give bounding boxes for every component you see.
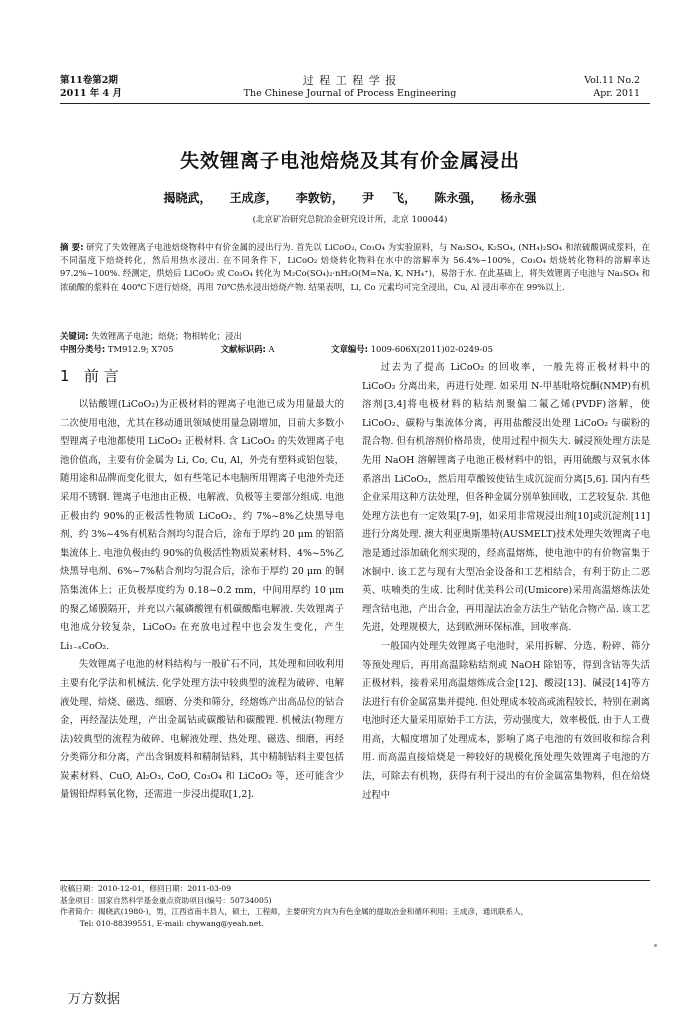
abstract-label: 摘 要: (60, 242, 84, 252)
footnote-rule (60, 880, 650, 881)
article-title: 失效锂离子电池焙烧及其有价金属浸出 (179, 150, 520, 172)
abstract (60, 241, 650, 294)
body-paragraph: 一般国内处理失效锂离子电池时，采用拆解、分选、粉碎、筛分等预处理后，再用高温除粘结剂或 NaOH 除铝等，得到含钴等失活正极材料，接着采用高温熔炼成合金[12]、酸浸[13]、碱浸[14]等方法进行有价金属富集并提纯. 但处理成本较高或流程较长，特别在剥离电池时还大量采用原始手工方法，劳动强度大，效率极低. 由于人工费用高，大幅度增加了处理成本，影响了离子电池的有效回收和综合利用. 而高温直接焙烧是一种较好的规模化预处理失效锂离子电池的方法，可除去有机物，获得有利于浸出的有价金属富集物料，但在焙烧过程中 (362, 640, 650, 801)
issue-volume: 第11卷第2期 (60, 75, 118, 86)
issue-date: 2011 年 4 月 (60, 88, 122, 99)
keywords: 失效锂离子电池；焙烧；物相转化；浸出 (91, 331, 242, 341)
author-list: 揭晓武， 王成彦， 李敦钫， 尹 飞， 陈永强， 杨永强 (163, 191, 537, 205)
body-left-column (60, 396, 344, 805)
volume-date: Apr. 2011 (593, 88, 640, 99)
keywords-line (60, 330, 493, 343)
section-heading (60, 365, 119, 386)
watermark: 万方数据 (68, 992, 121, 1007)
journal-volume (584, 74, 640, 100)
journal-title-en: The Chinese Journal of Process Engineering (243, 88, 457, 99)
section-number: 1 (60, 367, 70, 385)
journal-title-cn: 过 程 工 程 学 报 (302, 74, 398, 87)
header-rule (60, 103, 650, 104)
section-title: 前 言 (83, 367, 119, 385)
volume-number: Vol.11 No.2 (584, 75, 640, 86)
body-right-column (362, 359, 650, 805)
clc-label: 中图分类号: (60, 344, 106, 354)
article-no-label: 文章编号: (331, 344, 369, 354)
received-date: 收稿日期：2010-12-01，修回日期：2011-03-09 (60, 884, 232, 893)
page-mark (654, 944, 657, 947)
author-contact: Tel: 010-88399551, E-mail: chywang@yeah.net. (79, 918, 264, 928)
body-paragraph: 以钴酸锂(LiCoO₂)为正极材料的锂离子电池已成为用量最大的二次使用电池，尤其在移动通讯领域使用量急剧增加，目前大多数小型锂离子电池都使用 LiCoO₂ 正极材料. 含 LiCoO₂ 的失效锂离子电池价值高，主要有价金属为 Li, Co, Cu, Al，外壳有塑料或铝包装，随用途和品牌而变化很大，如有些笔记本电脑所用锂离子电池外壳还采用不锈钢. 锂离子电池由正极、电解液、负极等主要部分组成. 电池正极由约 90%的正极活性物质 LiCoO₂、约 7%~8%乙炔黑导电剂、约 3%~4%有机粘合剂均匀混合后，涂布于厚约 20 μm 的铝箔集流体上. 电池负极由约 90%的负极活性物质炭素材料、4%~5%乙炔黑导电剂、6%~7%粘合剂均匀混合后，涂布于厚约 20 μm 的铜箔集流体上；正负极厚度约为 0.18~0.2 mm，中间用厚约 10 μm 的聚乙烯膜隔开，并充以六氟磷酸锂有机碳酸酯电解液. 失效锂离子电池成分较复杂，LiCoO₂ 在充放电过程中也会发生变化，产生 Li₁₋ₓCoO₂. (60, 399, 344, 652)
affiliation: (北京矿冶研究总院冶金研究设计所，北京 100044) (252, 215, 448, 225)
footnotes (60, 883, 650, 929)
keywords-label: 关键词: (60, 331, 89, 341)
article-number: 1009-606X(2011)02-0249-05 (370, 344, 493, 354)
article-meta (60, 330, 493, 356)
body-paragraph: 过去为了提高 LiCoO₂ 的回收率，一般先将正极材料中的 LiCoO₂ 分离出来，再进行处理. 如采用 N-甲基吡咯烷酮(NMP)有机溶剂[3,4]将电极材料的粘结剂聚偏二氟乙烯(PVDF)溶解，使 LiCoO₂、碳粉与集流体分离，再用盐酸浸出处理 LiCoO₂ 与碳粉的混合物. 但有机溶剂价格昂贵，使用过程中损失大. 碱浸预处理方法是先用 NaOH 溶解锂离子电池正极材料中的铝，再用硫酸与双氧水体系溶出 LiCoO₂，然后用草酸铵使钴生成沉淀而分离[5,6]. 国内有些企业采用这种方法处理，但各种金属分别单独回收，工艺较复杂. 其他处理方法也有一定效果[7-9]，如采用非常规浸出剂[10]或沉淀剂[11]进行分离处理. 澳大利亚奥斯墨特(AUSMELT)技术处理失效锂离子电池是通过添加硫化剂实现的，经高温熔炼，使电池中的有价物富集于冰铜中. 该工艺与现有大型冶金设备和工艺相结合，有利于防止二恶英、呋喃类的生成. 比利时优美科公司(Umicore)采用高温熔炼法处理含钴电池，产出合金，再用湿法冶金方法生产钴化合物产品. 该工艺先进，处理规模大，达到欧洲环保标准，回收率高. (362, 362, 650, 634)
doc-code: A (268, 344, 275, 354)
body-paragraph: 失效锂离子电池的材料结构与一般矿石不同，其处理和回收利用主要有化学法和机械法. 化学处理方法中较典型的流程为破碎、电解液处理、焙烧、磁选、细磨、分类和筛分，经熔炼产出高品位的钴合金，再经湿法处理，产出金属钴或碳酸钴和碳酸锂. 机械法(物理方法)较典型的流程为破碎、电解液处理、热处理、磁选、细磨，再经分类筛分和分离，产出含铜废料和精制钴料，其中精制钴料主要包括炭素材料、CuO, Al₂O₃, CoO, Co₃O₄ 和 LiCoO₂ 等，还可能含少量锡铅焊料氧化物，还需进一步浸出提取[1,2]. (60, 659, 344, 801)
fund-info: 基金项目：国家自然科学基金重点资助项目(编号：50734005) (60, 895, 272, 905)
doc-code-label: 文献标识码: (220, 344, 266, 354)
classification-line (60, 343, 493, 356)
abstract-text: 研究了失效锂离子电池焙烧物料中有价金属的浸出行为. 首先以 LiCoO₂, Co₃O₄ 为实验原料，与 Na₂SO₄, K₂SO₄, (NH₄)₂SO₄ 和浓硫酸调成浆料，在不同温度下焙烧转化，然后用热水浸出. 在不同条件下，LiCoO₂ 焙烧转化物料在水中的溶解率为 56.4%~100%，Co₃O₄ 焙烧转化物料的溶解率达 97.2%~100%. 经测定，烘焙后 LiCoO₂ 或 Co₃O₄ 转化为 M₂Co(SO₄)₂·nH₂O(M=Na, K, NH₄⁺)，易溶于水. 在此基础上，将失效锂离子电池与 Na₂SO₄ 和浓硫酸的浆料在 400℃下进行焙烧，再用 70℃热水浸出焙烧产物. 结果表明，Li, Co 元素均可完全浸出，Cu, Al 浸出率亦在 99%以上. (60, 242, 651, 292)
clc-code: TM912.9; X705 (107, 344, 174, 354)
author-bio: 作者简介：揭晓武(1980-)，男，江西省南丰县人，硕士，工程师，主要研究方向为有色金属的提取冶金和循环利用；王成彦，通讯联系人， (60, 907, 529, 916)
